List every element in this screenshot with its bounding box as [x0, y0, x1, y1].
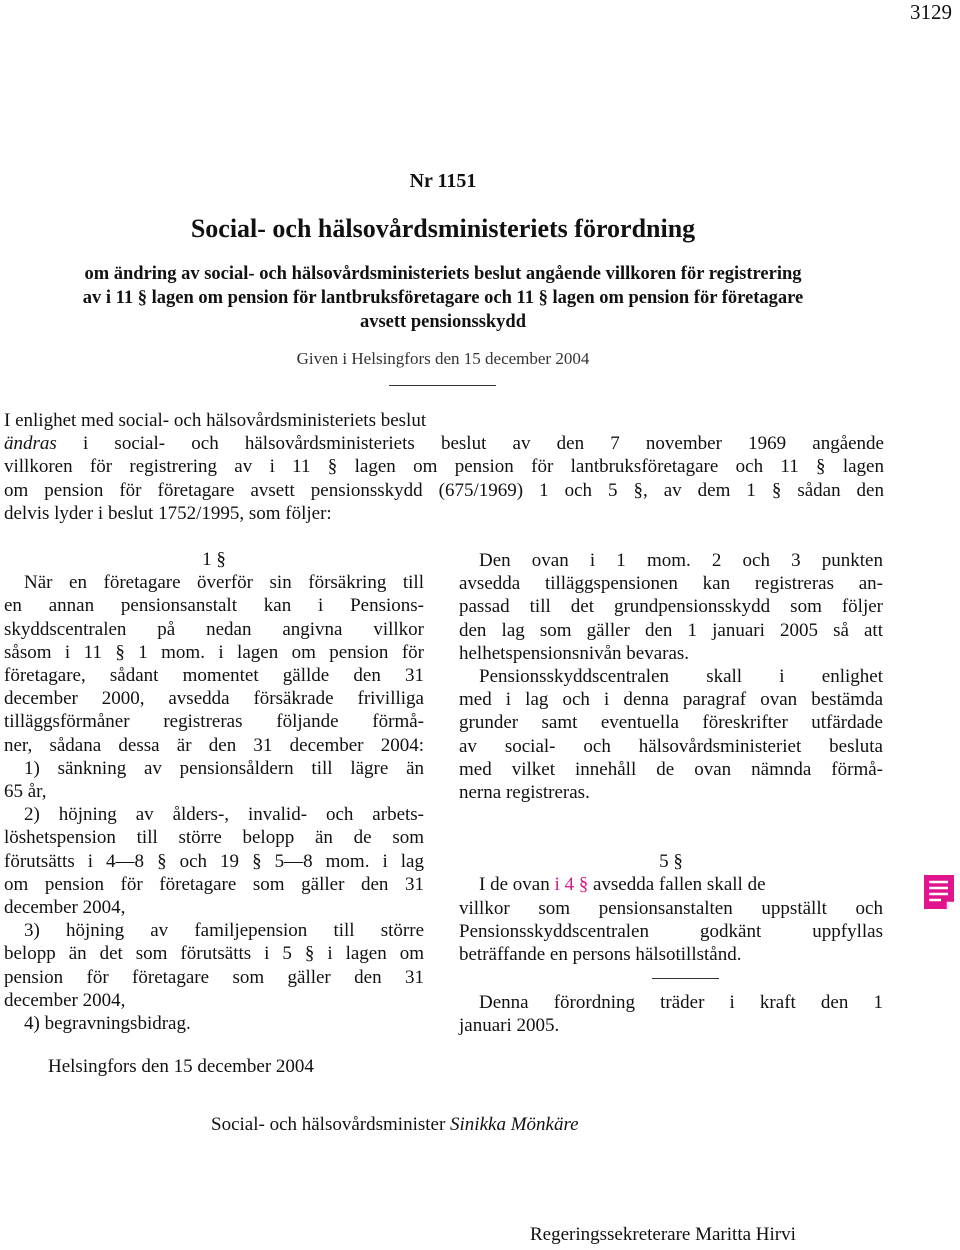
- subtitle-line: om ändring av social- och hälsovårdsministeriets beslut angående villkoren för registrering: [84, 264, 802, 284]
- paragraph-line: avsedda tilläggspensionen kan registreras an-: [459, 573, 883, 595]
- minister-signature: [211, 1114, 579, 1136]
- paragraph-line: Pensionsskyddscentralen skall i enlighet: [479, 666, 883, 688]
- preamble-line: I enlighet med social- och hälsovårdsministeriets beslut: [4, 410, 427, 431]
- note-icon-graphic: [922, 874, 956, 910]
- section-5-line: villkor som pensionsanstalten uppställt och: [459, 897, 883, 919]
- section-1-line: december 2000, avsedda försäkrade frivilliga: [4, 688, 424, 710]
- divider-rule: [389, 385, 496, 386]
- paragraph-line: helhetspensionsnivån bevaras.: [459, 642, 690, 664]
- section-5-line: beträffande en persons hälsotillstånd.: [459, 944, 742, 966]
- right-column: [459, 549, 883, 1038]
- preamble-line: [4, 432, 884, 455]
- left-column: [4, 548, 424, 1035]
- section-1-line: förutsätts i 4—8 § och 19 § 5—8 mom. i lag: [4, 850, 424, 872]
- section-4-link[interactable]: i 4 §: [554, 874, 589, 896]
- section-5-text: I de ovan: [479, 874, 555, 896]
- amend-keyword: ändras: [4, 433, 57, 455]
- section-1-line: december 2004,: [4, 897, 126, 919]
- section-1-line: skyddscentralen på nedan angivna villkor: [4, 618, 424, 640]
- section-5-line: Pensionsskyddscentralen godkänt uppfyllas: [459, 920, 883, 942]
- section-1-line: ner, sådana dessa är den 31 december 2004:: [4, 734, 424, 756]
- section-1-line: 3) höjning av familjepension till större: [24, 920, 424, 942]
- section-1-heading: 1 §: [202, 549, 226, 570]
- section-5-heading: 5 §: [659, 851, 683, 873]
- preamble-line: villkoren för registrering av i 11 § lagen om pension för lantbruksföretagare och 11 § lagen: [4, 456, 884, 478]
- section-5-text: avsedda fallen skall de: [588, 874, 766, 896]
- secretary-signature: Regeringssekreterare Maritta Hirvi: [530, 1224, 796, 1245]
- paragraph-line: nerna registreras.: [459, 782, 590, 804]
- section-1-line: december 2004,: [4, 989, 126, 1011]
- signing-place-date: Helsingfors den 15 december 2004: [48, 1056, 314, 1077]
- page-number: 3129: [910, 0, 952, 24]
- section-1-line: 1) sänkning av pensionsåldern till lägre än: [24, 757, 424, 779]
- note-icon[interactable]: [922, 874, 956, 910]
- given-date-line: Given i Helsingfors den 15 december 2004: [296, 349, 590, 368]
- divider-rule: [652, 978, 719, 979]
- preamble-line: om pension för företagare avsett pensionsskydd (675/1969) 1 och 5 §, av dem 1 § sådan den: [4, 479, 884, 501]
- subtitle-line: av i 11 § lagen om pension för lantbruksföretagare och 11 § lagen om pension för företagare: [82, 288, 804, 308]
- section-1-line: 4) begravningsbidrag.: [24, 1013, 191, 1035]
- paragraph-line: av social- och hälsovårdsministeriet besluta: [459, 735, 883, 757]
- section-1-line: 65 år,: [4, 781, 47, 803]
- section-1-line: en annan pensionsanstalt kan i Pensions-: [4, 595, 424, 617]
- section-1-line: tilläggsförmåner registreras följande förmå-: [4, 711, 424, 733]
- paragraph-line: med i lag och i denna paragraf ovan bestämda: [459, 689, 883, 711]
- section-5-line: [459, 873, 883, 896]
- section-1-line: 2) höjning av ålders-, invalid- och arbets-: [24, 804, 424, 826]
- entry-into-force-line: Denna förordning träder i kraft den 1: [479, 992, 883, 1014]
- section-1-line: När en företagare överför sin försäkring till: [24, 572, 424, 594]
- preamble: [4, 409, 884, 525]
- document-number: Nr 1151: [409, 170, 477, 192]
- entry-into-force-line: januari 2005.: [459, 1015, 560, 1037]
- section-1-line: belopp än det som förutsätts i 5 § i lagen om: [4, 943, 424, 965]
- preamble-line: delvis lyder i beslut 1752/1995, som följer:: [4, 502, 332, 524]
- paragraph-line: grunder samt eventuella föreskrifter utfärdade: [459, 712, 883, 734]
- preamble-text: i social- och hälsovårdsministeriets beslut av den 7 november 1969 angående: [56, 433, 884, 455]
- document-subtitle: [0, 262, 886, 334]
- minister-title: Social- och hälsovårdsminister: [211, 1114, 446, 1135]
- section-1-line: pension för företagare som gäller den 31: [4, 966, 424, 988]
- subtitle-line: avsett pensionsskydd: [359, 312, 527, 332]
- paragraph-line: passad till det grundpensionsskydd som följer: [459, 596, 883, 618]
- paragraph-line: Den ovan i 1 mom. 2 och 3 punkten: [479, 550, 883, 571]
- minister-name: Sinikka Mönkäre: [450, 1114, 579, 1135]
- section-1-line: såsom i 11 § 1 mom. i lagen om pension för: [4, 641, 424, 663]
- section-1-line: löshetspension till större belopp än de som: [4, 827, 424, 849]
- section-1-line: företagare, sådant momentet gällde den 31: [4, 665, 424, 687]
- page-title: Social- och hälsovårdsministeriets förordning: [190, 214, 696, 243]
- paragraph-line: den lag som gäller den 1 januari 2005 så att: [459, 619, 883, 641]
- section-1-line: om pension för företagare som gäller den 31: [4, 873, 424, 895]
- paragraph-line: med vilket innehåll de ovan nämnda förmå-: [459, 758, 883, 780]
